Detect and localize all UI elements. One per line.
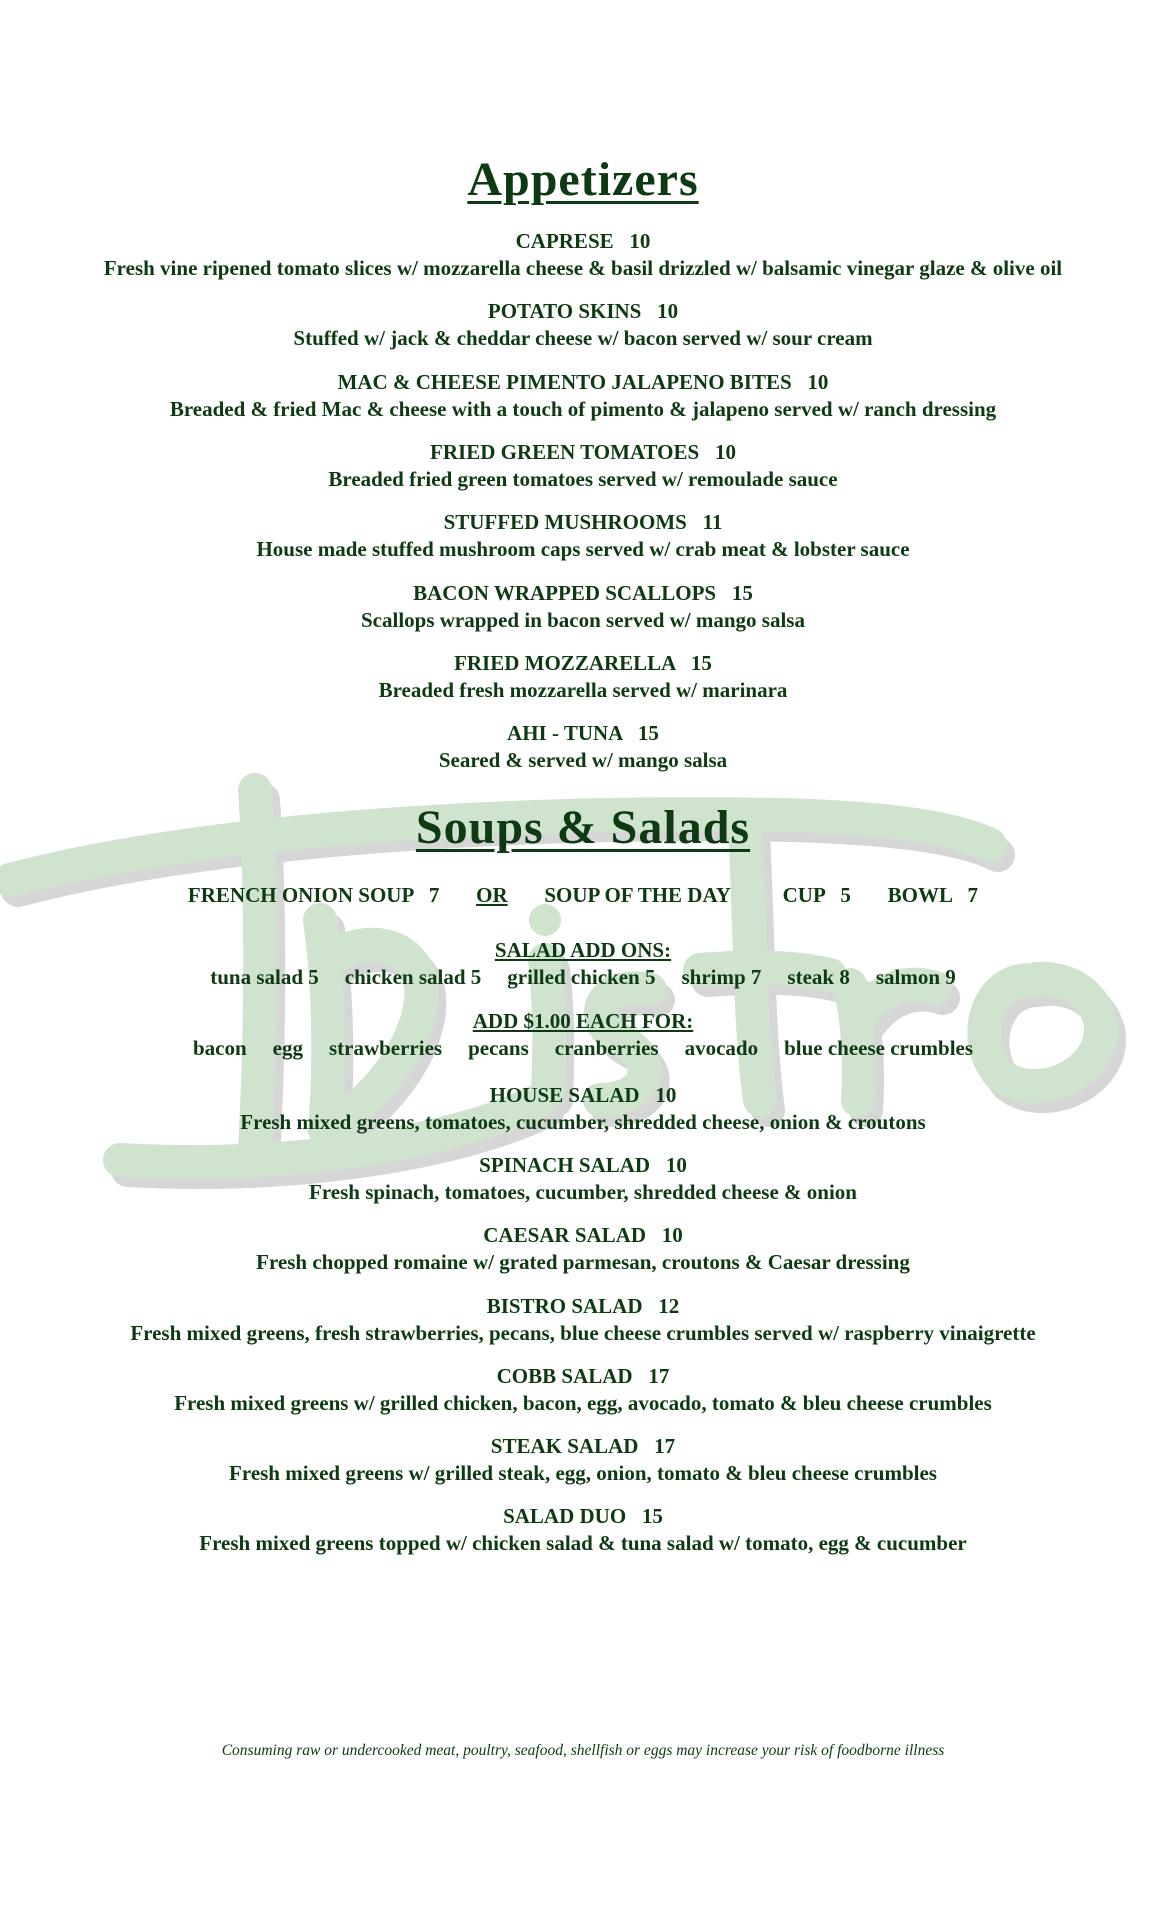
menu-item bbox=[0, 1222, 1166, 1276]
add-each-item: strawberries bbox=[328, 1036, 443, 1060]
bowl-price: BOWL 7 bbox=[887, 883, 979, 907]
item-description: Scallops wrapped in bacon served w/ mango salsa bbox=[361, 608, 805, 632]
menu-item bbox=[0, 1293, 1166, 1347]
item-description: Breaded fresh mozzarella served w/ marinara bbox=[378, 678, 788, 702]
menu-item bbox=[0, 1152, 1166, 1206]
menu-item bbox=[0, 228, 1166, 282]
item-description: Fresh mixed greens topped w/ chicken salad & tuna salad w/ tomato, egg & cucumber bbox=[199, 1531, 967, 1555]
add-each-item: blue cheese crumbles bbox=[784, 1036, 974, 1060]
add-each-item: egg bbox=[272, 1036, 303, 1060]
menu-item bbox=[0, 439, 1166, 493]
food-safety-disclaimer: Consuming raw or undercooked meat, poultry, seafood, shellfish or eggs may increase your risk of foodborne illness bbox=[221, 1742, 945, 1759]
add-on-item: steak 8 bbox=[787, 965, 850, 989]
menu-item bbox=[0, 1363, 1166, 1417]
item-description: Fresh mixed greens, fresh strawberries, pecans, blue cheese crumbles served w/ raspberry vinaigrette bbox=[130, 1321, 1036, 1345]
french-onion-soup: FRENCH ONION SOUP 7 bbox=[187, 883, 440, 907]
item-name: CAPRESE 10 bbox=[515, 229, 651, 253]
item-name: STEAK SALAD 17 bbox=[490, 1434, 676, 1458]
menu-item bbox=[0, 650, 1166, 704]
salad-add-ons-title: SALAD ADD ONS: bbox=[494, 938, 672, 962]
menu-item bbox=[0, 1433, 1166, 1487]
item-description: Fresh mixed greens, tomatoes, cucumber, shredded cheese, onion & croutons bbox=[240, 1110, 926, 1134]
item-name: COBB SALAD 17 bbox=[496, 1364, 670, 1388]
menu-item bbox=[0, 509, 1166, 563]
or-label: OR bbox=[476, 883, 508, 907]
menu-item bbox=[0, 720, 1166, 774]
item-name: CAESAR SALAD 10 bbox=[483, 1223, 683, 1247]
soups-salads-heading: Soups & Salads bbox=[415, 801, 751, 854]
item-description: Stuffed w/ jack & cheddar cheese w/ bacon served w/ sour cream bbox=[293, 326, 873, 350]
add-on-item: grilled chicken 5 bbox=[507, 965, 656, 989]
add-on-item: shrimp 7 bbox=[681, 965, 762, 989]
menu-item bbox=[0, 580, 1166, 634]
soup-of-the-day: SOUP OF THE DAY bbox=[544, 883, 731, 907]
item-description: Fresh chopped romaine w/ grated parmesan, croutons & Caesar dressing bbox=[256, 1250, 910, 1274]
cup-price: CUP 5 bbox=[782, 883, 851, 907]
item-description: Seared & served w/ mango salsa bbox=[438, 748, 728, 772]
item-name: HOUSE SALAD 10 bbox=[489, 1083, 677, 1107]
item-name: AHI - TUNA 15 bbox=[507, 721, 659, 745]
item-name: SPINACH SALAD 10 bbox=[479, 1153, 687, 1177]
add-on-item: salmon 9 bbox=[875, 965, 956, 989]
item-description: Breaded fried green tomatoes served w/ remoulade sauce bbox=[328, 467, 838, 491]
menu-item bbox=[0, 298, 1166, 352]
add-each-title: ADD $1.00 EACH FOR: bbox=[472, 1009, 694, 1033]
menu-item bbox=[0, 369, 1166, 423]
add-each-item: avocado bbox=[684, 1036, 759, 1060]
item-description: Fresh mixed greens w/ grilled chicken, bacon, egg, avocado, tomato & bleu cheese crumbles bbox=[174, 1391, 992, 1415]
add-each-section bbox=[0, 1008, 1166, 1062]
item-name: FRIED MOZZARELLA 15 bbox=[454, 651, 712, 675]
salad-add-ons-list bbox=[0, 964, 1166, 991]
item-description: Breaded & fried Mac & cheese with a touch of pimento & jalapeno served w/ ranch dressing bbox=[169, 397, 997, 421]
salad-add-ons bbox=[0, 937, 1166, 991]
item-description: Fresh mixed greens w/ grilled steak, egg, onion, tomato & bleu cheese crumbles bbox=[229, 1461, 937, 1485]
item-description: Fresh vine ripened tomato slices w/ mozzarella cheese & basil drizzled w/ balsamic vinegar glaze & olive oil bbox=[103, 256, 1063, 280]
item-name: FRIED GREEN TOMATOES 10 bbox=[430, 440, 736, 464]
item-name: BACON WRAPPED SCALLOPS 15 bbox=[413, 581, 753, 605]
menu-item bbox=[0, 1082, 1166, 1136]
add-each-list bbox=[0, 1035, 1166, 1062]
item-description: Fresh spinach, tomatoes, cucumber, shredded cheese & onion bbox=[309, 1180, 857, 1204]
item-name: BISTRO SALAD 12 bbox=[486, 1294, 680, 1318]
item-name: STUFFED MUSHROOMS 11 bbox=[443, 510, 723, 534]
item-name: POTATO SKINS 10 bbox=[487, 299, 679, 323]
add-on-item: tuna salad 5 bbox=[210, 965, 319, 989]
item-name: SALAD DUO 15 bbox=[503, 1504, 663, 1528]
item-description: House made stuffed mushroom caps served w/ crab meat & lobster sauce bbox=[256, 537, 910, 561]
add-each-item: bacon bbox=[192, 1036, 247, 1060]
soup-line bbox=[0, 883, 1166, 908]
add-each-item: cranberries bbox=[554, 1036, 659, 1060]
menu-item bbox=[0, 1503, 1166, 1557]
item-name: MAC & CHEESE PIMENTO JALAPENO BITES 10 bbox=[337, 370, 829, 394]
add-on-item: chicken salad 5 bbox=[344, 965, 482, 989]
add-each-item: pecans bbox=[468, 1036, 529, 1060]
appetizers-heading: Appetizers bbox=[467, 153, 699, 206]
